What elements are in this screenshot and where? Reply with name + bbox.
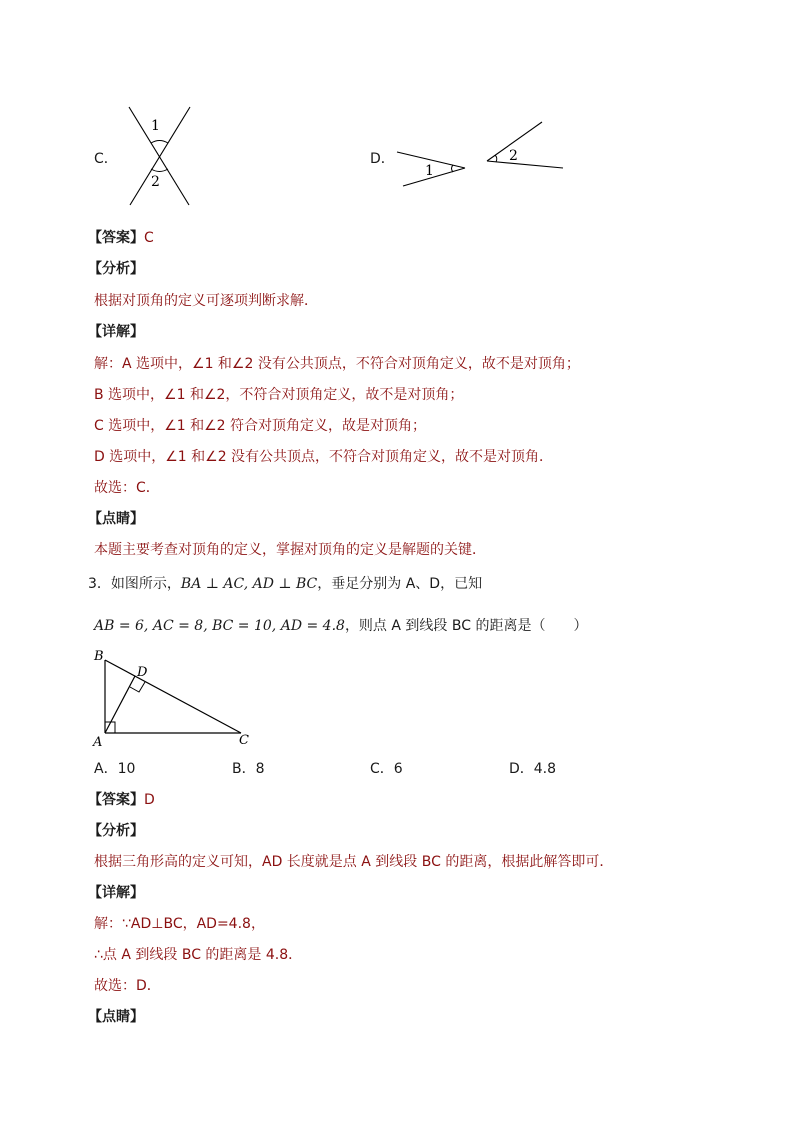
q2-comment-text: 本题主要考查对顶角的定义，掌握对顶角的定义是解题的关键． [94,542,486,558]
figure-c-vertical-angles [120,104,200,208]
q2-detail-tag: 【详解】 [88,324,144,340]
q3-stem-prefix: 如图所示， [110,576,181,592]
q2-answer-line [88,227,154,247]
q3-answer-value: D [144,792,155,808]
q2-detail-line: 解：A 选项中，∠1 和∠2 没有公共顶点，不符合对顶角定义，故不是对顶角； [94,356,580,372]
fig-c-label-1: 1 [151,118,160,134]
q3-detail-tag: 【详解】 [88,885,144,901]
q3-option-a: A．10 [94,761,136,777]
q3-option-d: D．4.8 [509,761,557,777]
q3-detail-line: 故选：D． [94,978,161,994]
fig-label-a: A [93,735,103,750]
q3-answer-line [88,789,155,809]
q2-answer-value: C [144,230,154,246]
q3-triangle-figure [88,645,258,750]
q3-stem-line-2 [94,615,587,635]
q2-comment-tag: 【点睛】 [88,511,144,527]
q3-stem-line-1 [88,573,482,593]
q2-choice-line: 故选：C． [94,480,160,496]
q3-analysis-tag: 【分析】 [88,823,144,839]
fig-label-d: D [137,665,148,680]
q2-detail-line: B 选项中，∠1 和∠2，不符合对顶角定义，故不是对顶角； [94,387,464,403]
q2-detail-line: C 选项中，∠1 和∠2 符合对顶角定义，故是对顶角； [94,418,427,434]
q3-option-b: B．8 [232,761,265,777]
q3-detail-line: 解：∵AD⊥BC，AD=4.8， [94,916,265,932]
q2-analysis-tag: 【分析】 [88,261,144,277]
q2-analysis-text: 根据对顶角的定义可逐项判断求解． [94,293,318,309]
q3-analysis-text: 根据三角形高的定义可知，AD 长度就是点 A 到线段 BC 的距离，根据此解答即可． [94,854,614,870]
fig-c-label-2: 2 [151,174,160,190]
q3-stem-math-1: BA ⊥ AC, AD ⊥ BC [180,576,318,592]
q2-detail-line: D 选项中，∠1 和∠2 没有公共顶点，不符合对顶角定义，故不是对顶角． [94,449,554,465]
q3-detail-line: ∴点 A 到线段 BC 的距离是 4.8． [94,947,303,963]
q3-stem-suffix-1: ，垂足分别为 A、D，已知 [317,576,483,592]
option-d-label: D． [370,151,395,167]
q3-answer-tag: 【答案】 [88,792,144,808]
q3-option-c: C．6 [370,761,403,777]
fig-d-label-1: 1 [425,163,434,179]
q3-stem-math-2: AB = 6, AC = 8, BC = 10, AD = 4.8 [94,618,345,634]
q3-comment-tag: 【点睛】 [88,1009,144,1025]
fig-label-c: C [239,733,249,748]
fig-label-b: B [94,649,104,664]
option-c-label: C． [94,151,118,167]
q3-number: 3． [88,576,111,592]
fig-d-label-2: 2 [509,148,518,164]
q3-stem-suffix-2: ，则点 A 到线段 BC 的距离是（ ） [344,618,588,634]
figure-d-separate-angles [395,118,570,190]
q2-answer-tag: 【答案】 [88,230,144,246]
